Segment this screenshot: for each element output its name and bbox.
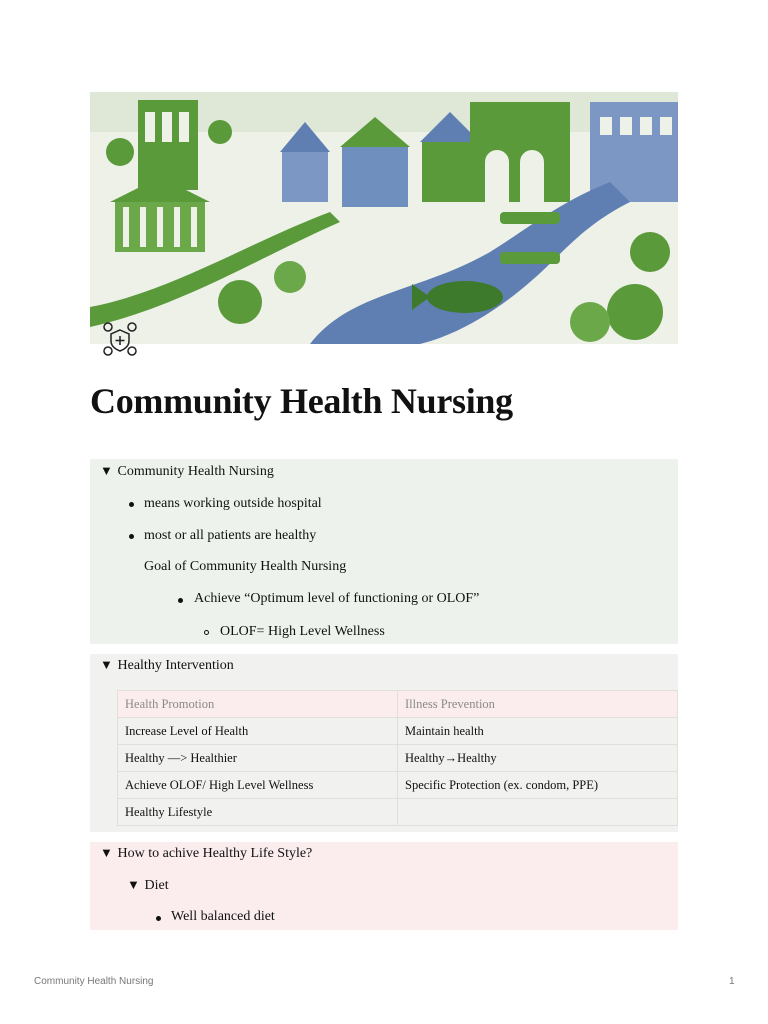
table-header-cell: Illness Prevention bbox=[398, 691, 678, 718]
toggle-healthy-intervention bbox=[90, 654, 678, 832]
goal-subheading: Goal of Community Health Nursing bbox=[144, 559, 347, 574]
toggle-triangle-icon[interactable]: ▼ bbox=[127, 877, 140, 892]
toggle-healthy-lifestyle bbox=[90, 842, 678, 930]
toggle-triangle-icon[interactable]: ▼ bbox=[100, 845, 113, 860]
table-cell: Increase Level of Health bbox=[118, 718, 398, 745]
list-item: means working outside hospital bbox=[144, 496, 322, 511]
table-cell: Maintain health bbox=[398, 718, 678, 745]
bullet-icon bbox=[178, 598, 183, 603]
list-item: Well balanced diet bbox=[171, 909, 275, 924]
table-row bbox=[118, 799, 678, 826]
table-cell: Healthy Lifestyle bbox=[118, 799, 398, 826]
table-cell: Healthy —> Healthier bbox=[118, 745, 398, 772]
table-header-row bbox=[118, 691, 678, 718]
page-title: Community Health Nursing bbox=[90, 381, 513, 421]
table-cell: Achieve OLOF/ High Level Wellness bbox=[118, 772, 398, 799]
list-item: most or all patients are healthy bbox=[144, 528, 317, 543]
bullet-icon bbox=[129, 502, 134, 507]
toggle-triangle-icon[interactable]: ▼ bbox=[100, 657, 113, 672]
circle-bullet-icon bbox=[204, 630, 209, 635]
toggle-heading: Healthy Intervention bbox=[117, 658, 234, 673]
toggle-heading: Community Health Nursing bbox=[117, 464, 274, 479]
toggle-header[interactable] bbox=[100, 657, 234, 674]
table-cell bbox=[398, 799, 678, 826]
page-icon bbox=[100, 320, 140, 360]
toggle-header[interactable] bbox=[100, 463, 274, 480]
toggle-community-health-nursing bbox=[90, 459, 678, 644]
page-number: 1 bbox=[729, 976, 735, 987]
bullet-icon bbox=[129, 534, 134, 539]
list-item: OLOF= High Level Wellness bbox=[220, 624, 385, 639]
toggle-heading: Diet bbox=[144, 878, 169, 893]
toggle-header-diet[interactable] bbox=[127, 877, 169, 894]
table-row bbox=[118, 772, 678, 799]
footer-title: Community Health Nursing bbox=[34, 976, 154, 987]
table-row bbox=[118, 718, 678, 745]
toggle-heading: How to achive Healthy Life Style? bbox=[117, 846, 313, 861]
list-item: Achieve “Optimum level of functioning or OLOF” bbox=[194, 591, 480, 606]
intervention-table bbox=[117, 690, 678, 826]
toggle-header[interactable] bbox=[100, 845, 312, 862]
table-cell: Healthy→Healthy bbox=[398, 745, 678, 772]
bullet-icon bbox=[156, 916, 161, 921]
table-header-cell: Health Promotion bbox=[118, 691, 398, 718]
cover-image bbox=[90, 92, 678, 344]
table-row bbox=[118, 745, 678, 772]
table-cell: Specific Protection (ex. condom, PPE) bbox=[398, 772, 678, 799]
toggle-triangle-icon[interactable]: ▼ bbox=[100, 463, 113, 478]
